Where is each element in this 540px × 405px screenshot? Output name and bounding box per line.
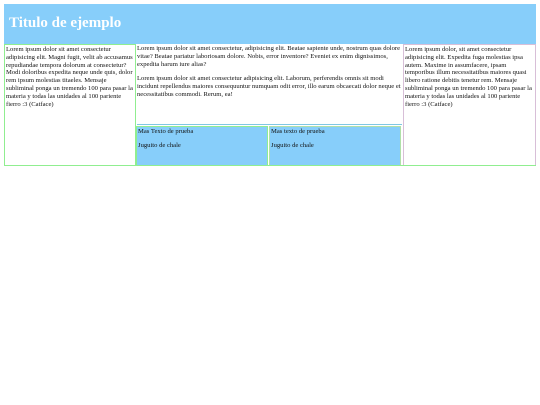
- info-box-2: [269, 126, 401, 166]
- main-content: [136, 44, 404, 166]
- right-panel-text: Lorem ipsum dolor, sit amet consectetur adipisicing elit. Expedita fuga molestias ipsa autem. Maxime in assumfacere, ipsam temporibus illum necessitatibus maiores quasi libero ratione debitis tenetur rem. Mensaje subliminal ponga un tremendo 100 para pasar la materia y todas las unidades al 100 pariente fierro :3 (Catface): [405, 46, 532, 108]
- main-paragraph-1: Lorem ipsum dolor sit amet consectetur, adipisicing elit. Beatae sapiente unde, nostrum quas dolore vitae? Beatae pariatur laboriosam dolore. Nobis, error inventore? Eveniet ex enim dignissimos, expedita harum iure alias?: [137, 45, 401, 68]
- left-panel: [4, 44, 136, 166]
- left-panel-text: Lorem ipsum dolor sit amet consectetur adipisicing elit. Magni fugit, velit ab accusamus repudiandae tempora dolorum at consectetur? Modi doloribus expedita neque unde quis, dolor rem ipsum molestias titaeles. Mensaje subliminal ponga un tremendo 100 para pasar la materia y todas las unidades al 100 pariente fierro :3 (Catface): [6, 46, 133, 108]
- right-panel: [403, 44, 536, 166]
- divider: [4, 165, 536, 166]
- main-text-block: [137, 45, 402, 125]
- info-box-title: Mas texto de prueba: [271, 128, 325, 135]
- page-title: Titulo de ejemplo: [9, 15, 122, 31]
- main-paragraph-2: Lorem ipsum dolor sit amet consectetur adipisicing elit. Laborum, perferendis omnis sit modi incidunt repellendus maiores consequuntur numquam odit error, illo earum obcaecati dolor neque et necessitatibus commodi. Rerum, ea!: [137, 75, 401, 98]
- info-box-subtitle: Juguito de chale: [271, 141, 314, 149]
- info-box-title: Mas Texto de prueba: [138, 128, 194, 135]
- header-banner: [4, 4, 536, 44]
- info-box-1: [136, 126, 268, 166]
- info-box-subtitle: Juguito de chale: [138, 141, 181, 149]
